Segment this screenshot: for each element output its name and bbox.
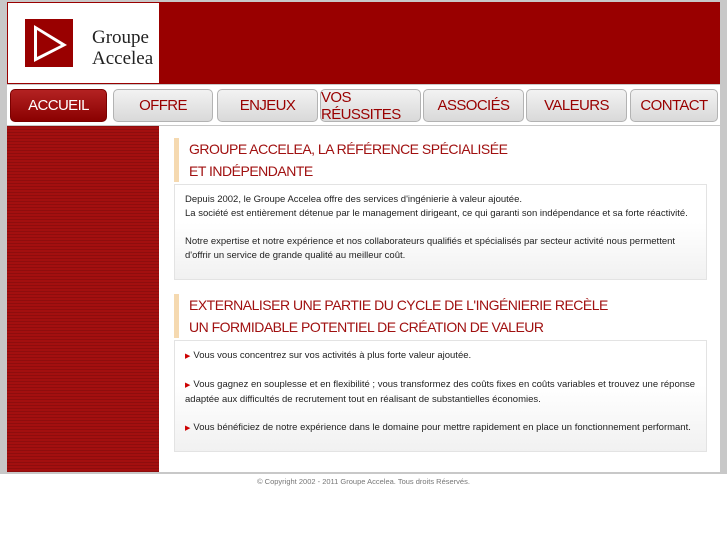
nav-contact[interactable]: CONTACT: [630, 89, 718, 122]
triangle-right-icon: ▶: [185, 353, 191, 360]
logo-text-line1: Groupe: [92, 27, 149, 48]
nav-valeurs[interactable]: VALEURS: [526, 89, 627, 122]
triangle-right-icon: ▶: [185, 382, 191, 389]
benefit-item: [185, 378, 696, 407]
nav-vos-reussites[interactable]: VOS RÉUSSITES: [320, 89, 421, 122]
intro-paragraph-1: Depuis 2002, le Groupe Accelea offre des services d'ingénierie à valeur ajoutée.: [185, 194, 522, 205]
benefit-text: Vous bénéficiez de notre expérience dans le domaine pour mettre rapidement en place un fonctionnement performant.: [193, 422, 691, 433]
content-box-benefits: [174, 340, 707, 452]
logo-text: [92, 27, 153, 69]
benefit-text: Vous gagnez en souplesse et en flexibilité ; vous transformez des coûts fixes en coûts variables et trouvez une réponse adaptée aux difficultés de recrutement tout en réalisant de substantielles économies.: [185, 379, 696, 405]
logo-text-line2: Accelea: [92, 48, 154, 69]
logo[interactable]: [8, 3, 159, 83]
section2-title-line1: EXTERNALISER UNE PARTIE DU CYCLE DE L'INGÉNIERIE RECÈLE: [189, 297, 608, 313]
accelea-logo-icon: [25, 19, 73, 67]
header: [7, 2, 720, 84]
intro-paragraph-3: Notre expertise et notre expérience et nos collaborateurs qualifiés et spécialisés par secteur activité nous permettent d'offrir un service de grande qualité au meilleur coût.: [185, 236, 676, 261]
nav-enjeux[interactable]: ENJEUX: [217, 89, 318, 122]
main-nav: [7, 85, 720, 125]
nav-accueil[interactable]: ACCUEIL: [10, 89, 107, 122]
benefit-item: [185, 421, 696, 436]
intro-paragraph-2: La société est entièrement détenue par le management dirigeant, ce qui garanti son indépendance et sa forte réactivité.: [185, 208, 688, 219]
section-title-reference: [174, 138, 704, 182]
footer-copyright: © Copyright 2002 - 2011 Groupe Accelea. Tous droits Réservés.: [257, 477, 470, 486]
triangle-right-icon: ▶: [185, 425, 191, 432]
nav-offre[interactable]: OFFRE: [113, 89, 213, 122]
benefit-item: [185, 349, 696, 364]
section1-title-line1: GROUPE ACCELEA, LA RÉFÉRENCE SPÉCIALISÉE: [189, 141, 508, 157]
section-title-externaliser: [174, 294, 704, 338]
content-box-intro: [174, 184, 707, 280]
section1-title-line2: ET INDÉPENDANTE: [189, 163, 313, 179]
section2-title-line2: UN FORMIDABLE POTENTIEL DE CRÉATION DE VALEUR: [189, 319, 544, 335]
left-sidebar: [7, 126, 159, 472]
benefit-text: Vous vous concentrez sur vos activités à plus forte valeur ajoutée.: [193, 350, 472, 361]
nav-associes[interactable]: ASSOCIÉS: [423, 89, 524, 122]
